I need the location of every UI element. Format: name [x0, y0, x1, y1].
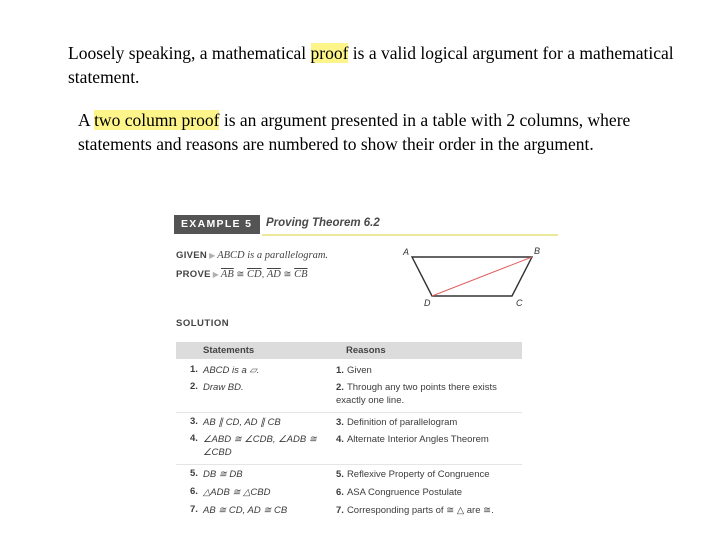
p2-text-after: is an argument presented in a table with 2 columns, where statements and reasons are numbered to show their order in the argument. [78, 110, 631, 154]
solution-heading: SOLUTION [176, 318, 230, 329]
parallelogram-figure [398, 244, 558, 314]
statement-number: 5. [190, 468, 198, 479]
statement-number: 3. [190, 416, 198, 427]
vertex-label-b: B [534, 246, 541, 256]
two-column-proof-definition [78, 109, 708, 156]
reason [336, 468, 522, 481]
given-label: GIVEN [176, 250, 208, 261]
statement: AB ≅ CD, AD ≅ CB [203, 505, 288, 516]
statement: Draw BD. [203, 382, 244, 393]
congruent-symbol: ≅ [283, 269, 292, 280]
statement: AB ∥ CD, AD ∥ CB [203, 417, 281, 428]
statement: ABCD is a ▱. [203, 365, 260, 376]
header-statements: Statements [203, 345, 255, 356]
reason-number: 7. [336, 505, 344, 516]
p2-text-before: A [78, 110, 95, 130]
reason [336, 381, 522, 407]
reason [336, 416, 522, 429]
reason-text: Reflexive Property of Congruence [346, 469, 490, 480]
reason [336, 433, 522, 446]
statement: DB ≅ DB [203, 469, 243, 480]
parallelogram-shape [412, 257, 532, 296]
statement: △ADB ≅ △CBD [203, 487, 271, 498]
row-divider [176, 412, 522, 413]
segment-cb: $\overline{CB}$ [294, 269, 308, 280]
given-line [176, 250, 328, 261]
prove-line [176, 269, 308, 280]
reason-number: 2. [336, 382, 344, 393]
prove-arrow-icon: ▶ [212, 270, 219, 279]
reason [336, 504, 522, 517]
statement-number: 2. [190, 381, 198, 392]
vertex-label-d: D [424, 298, 431, 308]
highlight-two-column-proof: two column proof [94, 110, 220, 130]
reason-number: 3. [336, 417, 344, 428]
reason-number: 6. [336, 487, 344, 498]
reason-text: Given [346, 365, 372, 376]
two-column-proof-table [176, 342, 522, 516]
textbook-example-scan [172, 208, 562, 518]
reason-text: Corresponding parts of ≅ △ are ≅. [346, 505, 494, 516]
reason-text: ASA Congruence Postulate [346, 487, 463, 498]
segment-ad: $\overline{AD}$ [266, 269, 281, 280]
example-title: Proving Theorem 6.2 [266, 217, 380, 229]
statement: ∠ABD ≅ ∠CDB, ∠ADB ≅ ∠CBD [203, 434, 317, 458]
reason-number: 1. [336, 365, 344, 376]
proof-definition [68, 42, 708, 89]
reason-number: 5. [336, 469, 344, 480]
p1-text-after: is a valid logical argument for a mathematical statement. [68, 43, 674, 87]
statement-number: 1. [190, 364, 198, 375]
segment-ab: $\overline{AB}$ [220, 269, 234, 280]
prove-label: PROVE [176, 269, 211, 280]
highlight-proof: proof [310, 43, 349, 63]
segment-cd: $\overline{CD}$ [247, 269, 262, 280]
reason [336, 486, 522, 499]
statement-number: 7. [190, 504, 198, 515]
table-header [176, 342, 522, 359]
vertex-label-c: C [516, 298, 523, 308]
reason [336, 364, 522, 377]
row-divider [176, 464, 522, 465]
comma: , [261, 269, 265, 280]
diagonal-bd [432, 257, 532, 296]
given-text: ABCD is a parallelogram. [217, 250, 329, 261]
p1-text-before: Loosely speaking, a mathematical [68, 43, 311, 63]
reason-number: 4. [336, 434, 344, 445]
given-arrow-icon: ▶ [209, 251, 216, 260]
vertex-label-a: A [403, 247, 410, 257]
statement-number: 6. [190, 486, 198, 497]
reason-text: Alternate Interior Angles Theorem [346, 434, 489, 445]
reason-text: Through any two points there exists exactly one line. [336, 382, 497, 406]
reason-text: Definition of parallelogram [346, 417, 458, 428]
header-reasons: Reasons [346, 345, 386, 356]
example-banner: EXAMPLE 5 [174, 215, 260, 234]
statement-number: 4. [190, 433, 198, 444]
congruent-symbol: ≅ [236, 269, 245, 280]
example-title-rule [262, 234, 558, 236]
